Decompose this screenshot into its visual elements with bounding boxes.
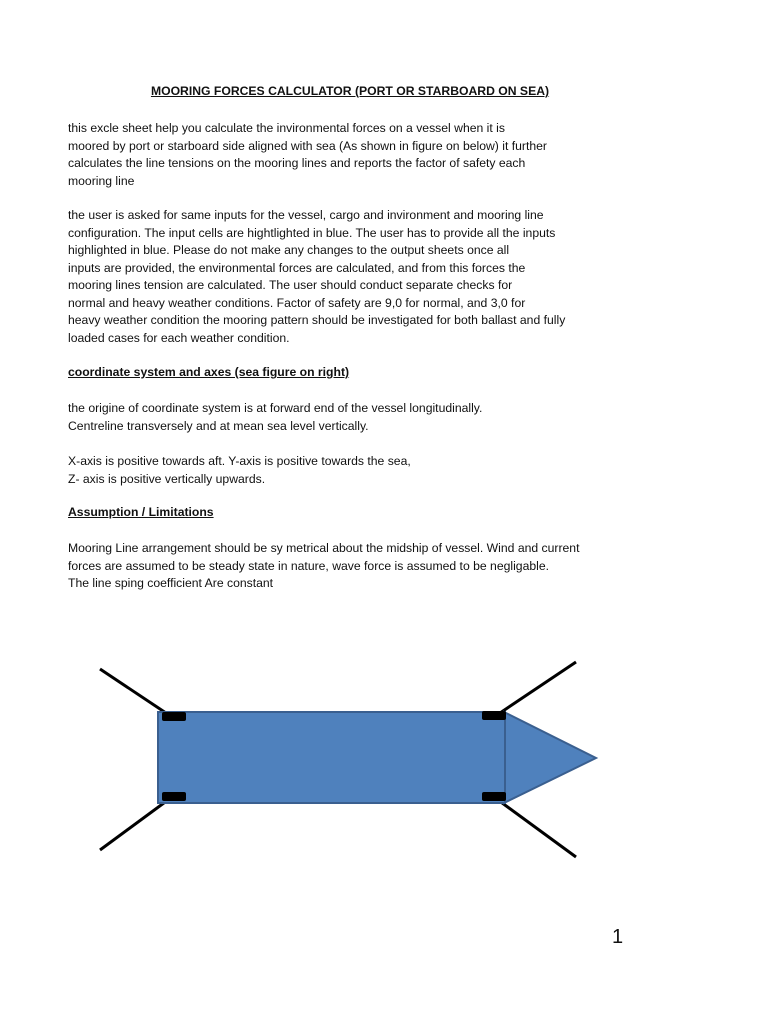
coordinate-origin-paragraph: the origine of coordinate system is at forward end of the vessel longitudinally. Centreline transversely and at mean sea level vertically. [68, 401, 483, 433]
bollard-aft-upper [162, 712, 186, 721]
page-number: 1 [612, 926, 624, 948]
vessel-bow [504, 712, 596, 803]
mooring-line-fwd-upper [494, 662, 576, 717]
mooring-line-fwd-lower [494, 797, 576, 857]
bollard-fwd-upper [482, 711, 506, 720]
mooring-line-aft-upper [100, 669, 172, 717]
document-title: MOORING FORCES CALCULATOR (PORT OR STARBOARD ON SEA) [150, 84, 550, 98]
bollard-aft-lower [162, 792, 186, 801]
coordinate-system-heading: coordinate system and axes (sea figure on right) [68, 365, 350, 379]
assumptions-paragraph: Mooring Line arrangement should be sy metrical about the midship of vessel. Wind and current forces are assumed to be steady state in nature, wave force is assumed to be negligable. The line sping coefficient Are constant [68, 541, 580, 590]
intro-paragraph: this excle sheet help you calculate the invironmental forces on a vessel when it is moored by port or starboard side aligned with sea (As shown in figure on below) it further calculates the line tensions on the mooring lines and reports the factor of safety each mooring line [68, 121, 547, 188]
axes-direction-paragraph: X-axis is positive towards aft. Y-axis is positive towards the sea, Z- axis is positive vertically upwards. [68, 454, 411, 486]
mooring-line-aft-lower [100, 797, 172, 850]
bollard-fwd-lower [482, 792, 506, 801]
vessel-hull [158, 712, 505, 803]
inputs-paragraph: the user is asked for same inputs for the vessel, cargo and invironment and mooring line configuration. The input cells are hightlighted in blue. The user has to provide all the inputs highlighted in blue. Please do not make any changes to the output sheets once all inputs are provided, the environmental forces are calculated, and from this forces the mooring lines tension are calculated. The user should conduct separate checks for normal and heavy weather conditions. Factor of safety are 9,0 for normal, and 3,0 for heavy weather condition the mooring pattern should be investigated for both ballast and fully loaded cases for each weather condition. [68, 208, 566, 345]
assumptions-heading: Assumption / Limitations [68, 505, 214, 519]
